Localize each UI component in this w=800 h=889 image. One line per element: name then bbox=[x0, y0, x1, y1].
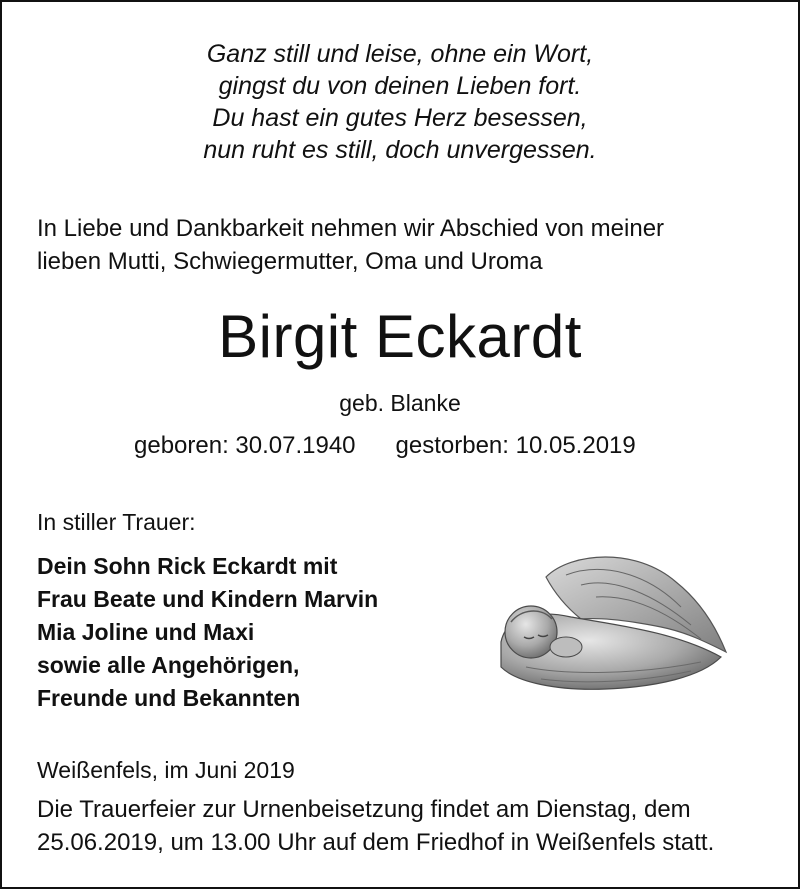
deceased-name: Birgit Eckardt bbox=[218, 303, 582, 370]
poem-line: Ganz still und leise, ohne ein Wort, bbox=[206, 40, 594, 68]
mourning-label: In stiller Trauer: bbox=[37, 509, 196, 535]
farewell-intro bbox=[37, 212, 664, 278]
funeral-line: 25.06.2019, um 13.00 Uhr auf dem Friedhof in Weißenfels statt. bbox=[37, 829, 715, 856]
mourner-line: Mia Joline und Maxi bbox=[37, 619, 255, 645]
birth-date: geboren: 30.07.1940 bbox=[134, 432, 356, 459]
funeral-notice bbox=[37, 793, 714, 859]
mourner-line: Dein Sohn Rick Eckardt mit bbox=[37, 553, 338, 579]
birth-name: geb. Blanke bbox=[339, 390, 461, 416]
intro-line: In Liebe und Dankbarkeit nehmen wir Abschied von meiner bbox=[37, 215, 665, 242]
poem-line: gingst du von deinen Lieben fort. bbox=[218, 72, 582, 100]
life-dates bbox=[134, 430, 636, 462]
poem-line: Du hast ein gutes Herz besessen, bbox=[212, 104, 588, 132]
mourners-list bbox=[37, 550, 378, 715]
mourner-line: Frau Beate und Kindern Marvin bbox=[37, 586, 379, 612]
mourner-line: Freunde und Bekannten bbox=[37, 685, 301, 711]
memorial-poem bbox=[2, 38, 798, 166]
death-date: gestorben: 10.05.2019 bbox=[395, 432, 636, 459]
sleeping-angel-icon bbox=[486, 547, 736, 697]
intro-line: lieben Mutti, Schwiegermutter, Oma und Uroma bbox=[37, 248, 543, 275]
place-date: Weißenfels, im Juni 2019 bbox=[37, 757, 295, 783]
mourner-line: sowie alle Angehörigen, bbox=[37, 652, 300, 678]
funeral-line: Die Trauerfeier zur Urnenbeisetzung findet am Dienstag, dem bbox=[37, 796, 691, 823]
poem-line: nun ruht es still, doch unvergessen. bbox=[203, 136, 597, 164]
